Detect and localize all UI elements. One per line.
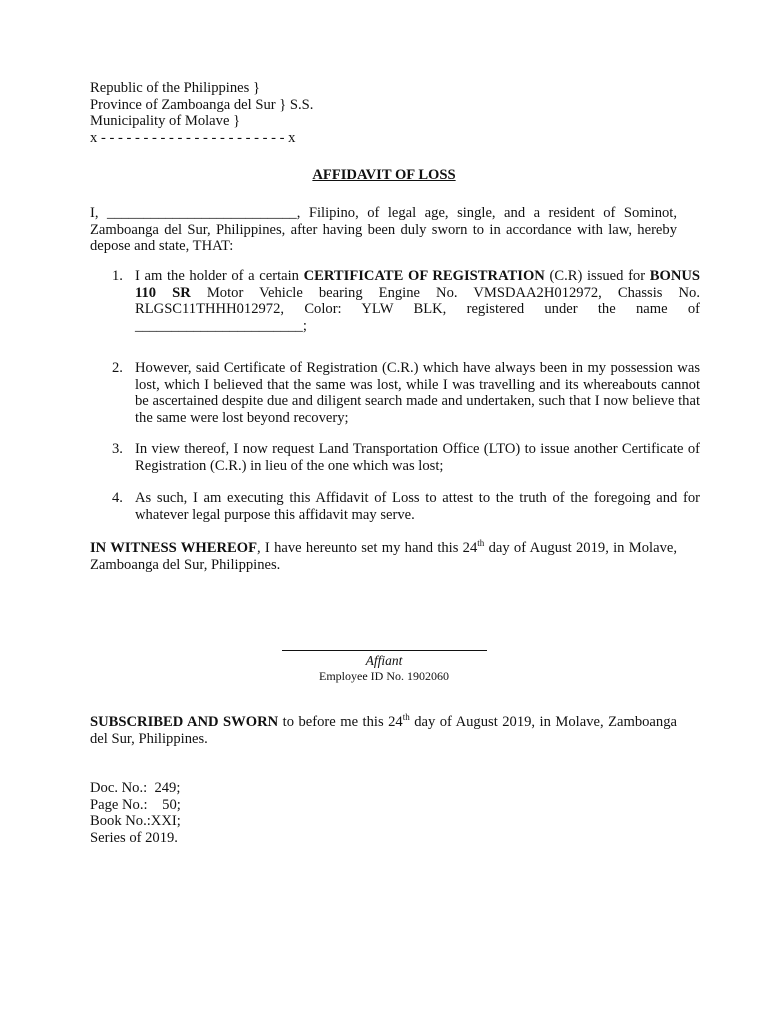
intro-pre: I, xyxy=(90,205,107,221)
item-bold-text: CERTIFICATE OF REGISTRATION xyxy=(303,268,545,284)
statement-item-3 xyxy=(112,441,700,474)
item-number: 1. xyxy=(112,268,123,284)
document-title: AFFIDAVIT OF LOSS xyxy=(312,167,456,183)
jurat-text: to before me this 24 xyxy=(278,714,403,730)
item-bold-text: BONUS 110 SR xyxy=(135,268,701,301)
signature-line xyxy=(282,650,487,651)
doc-number: Doc. No.: 249; xyxy=(90,780,181,796)
caption-republic: Republic of the Philippines } xyxy=(90,80,260,96)
notarial-register xyxy=(90,780,181,846)
jurat-bold: SUBSCRIBED AND SWORN xyxy=(90,714,279,730)
caption-province: Province of Zamboanga del Sur } S.S. xyxy=(90,96,314,113)
item-text: (C.R) issued for xyxy=(544,268,650,284)
owner-name-blank: _______________________ xyxy=(135,317,303,334)
intro-post: , Filipino, of legal age, single, and a resident of Sominot, Zamboanga del Sur, Philippines, after having been duly sworn to in accordance with law, hereby depose and state, THAT: xyxy=(90,205,677,254)
affiant-name-blank: __________________________ xyxy=(107,205,297,221)
page-number: Page No.: 50; xyxy=(90,796,181,813)
statement-item-2 xyxy=(112,360,700,426)
item-text: ; xyxy=(302,317,307,334)
witness-text: day of August 2019, in Molave, Zamboanga del Sur, Philippines. xyxy=(90,540,677,573)
caption-municipality: Municipality of Molave } xyxy=(90,113,241,129)
ordinal-suffix: th xyxy=(477,538,485,549)
item-number: 4. xyxy=(112,490,123,506)
statement-item-4 xyxy=(112,490,700,523)
statement-item-1 xyxy=(112,268,700,334)
item-number: 2. xyxy=(112,360,123,376)
item-text: As such, I am executing this Affidavit of Loss to attest to the truth of the foregoing and for whatever legal purpose this affidavit may serve. xyxy=(135,490,700,523)
employee-id: Employee ID No. 1902060 xyxy=(319,669,449,683)
book-number: Book No.:XXI; xyxy=(90,813,181,829)
jurat-paragraph xyxy=(90,714,677,747)
caption-separator: x - - - - - - - - - - - - - - - - - - - - - - x xyxy=(90,129,296,146)
item-text: In view thereof, I now request Land Transportation Office (LTO) to issue another Certificate of Registration (C.R.) in lieu of the one which was lost; xyxy=(135,441,700,474)
witness-text: , I have hereunto set my hand this 24 xyxy=(257,540,478,556)
intro-paragraph xyxy=(90,205,677,255)
item-text: Motor Vehicle bearing Engine No. VMSDAA2H012972, Chassis No. RLGSC11THHH012972, Color: YLW BLK, registered under the name of xyxy=(135,284,700,317)
item-text: I am the holder of a certain xyxy=(135,268,304,284)
venue-caption xyxy=(90,80,313,146)
jurat-text: day of August 2019, in Molave, Zamboanga del Sur, Philippines. xyxy=(90,714,677,747)
ordinal-suffix: th xyxy=(402,712,410,723)
witness-bold: IN WITNESS WHEREOF xyxy=(90,540,257,556)
series-year: Series of 2019. xyxy=(90,829,178,846)
affiant-label: Affiant xyxy=(365,653,403,668)
item-text: However, said Certificate of Registration (C.R.) which have always been in my possession was lost, which I believed that the same was lost, while I was travelling and its whereabouts cannot be ascertained despite due and diligent search made and undertaken, such that I now believe that the same were lost beyond recovery; xyxy=(135,360,700,426)
item-number: 3. xyxy=(112,441,123,457)
witness-paragraph xyxy=(90,540,677,573)
